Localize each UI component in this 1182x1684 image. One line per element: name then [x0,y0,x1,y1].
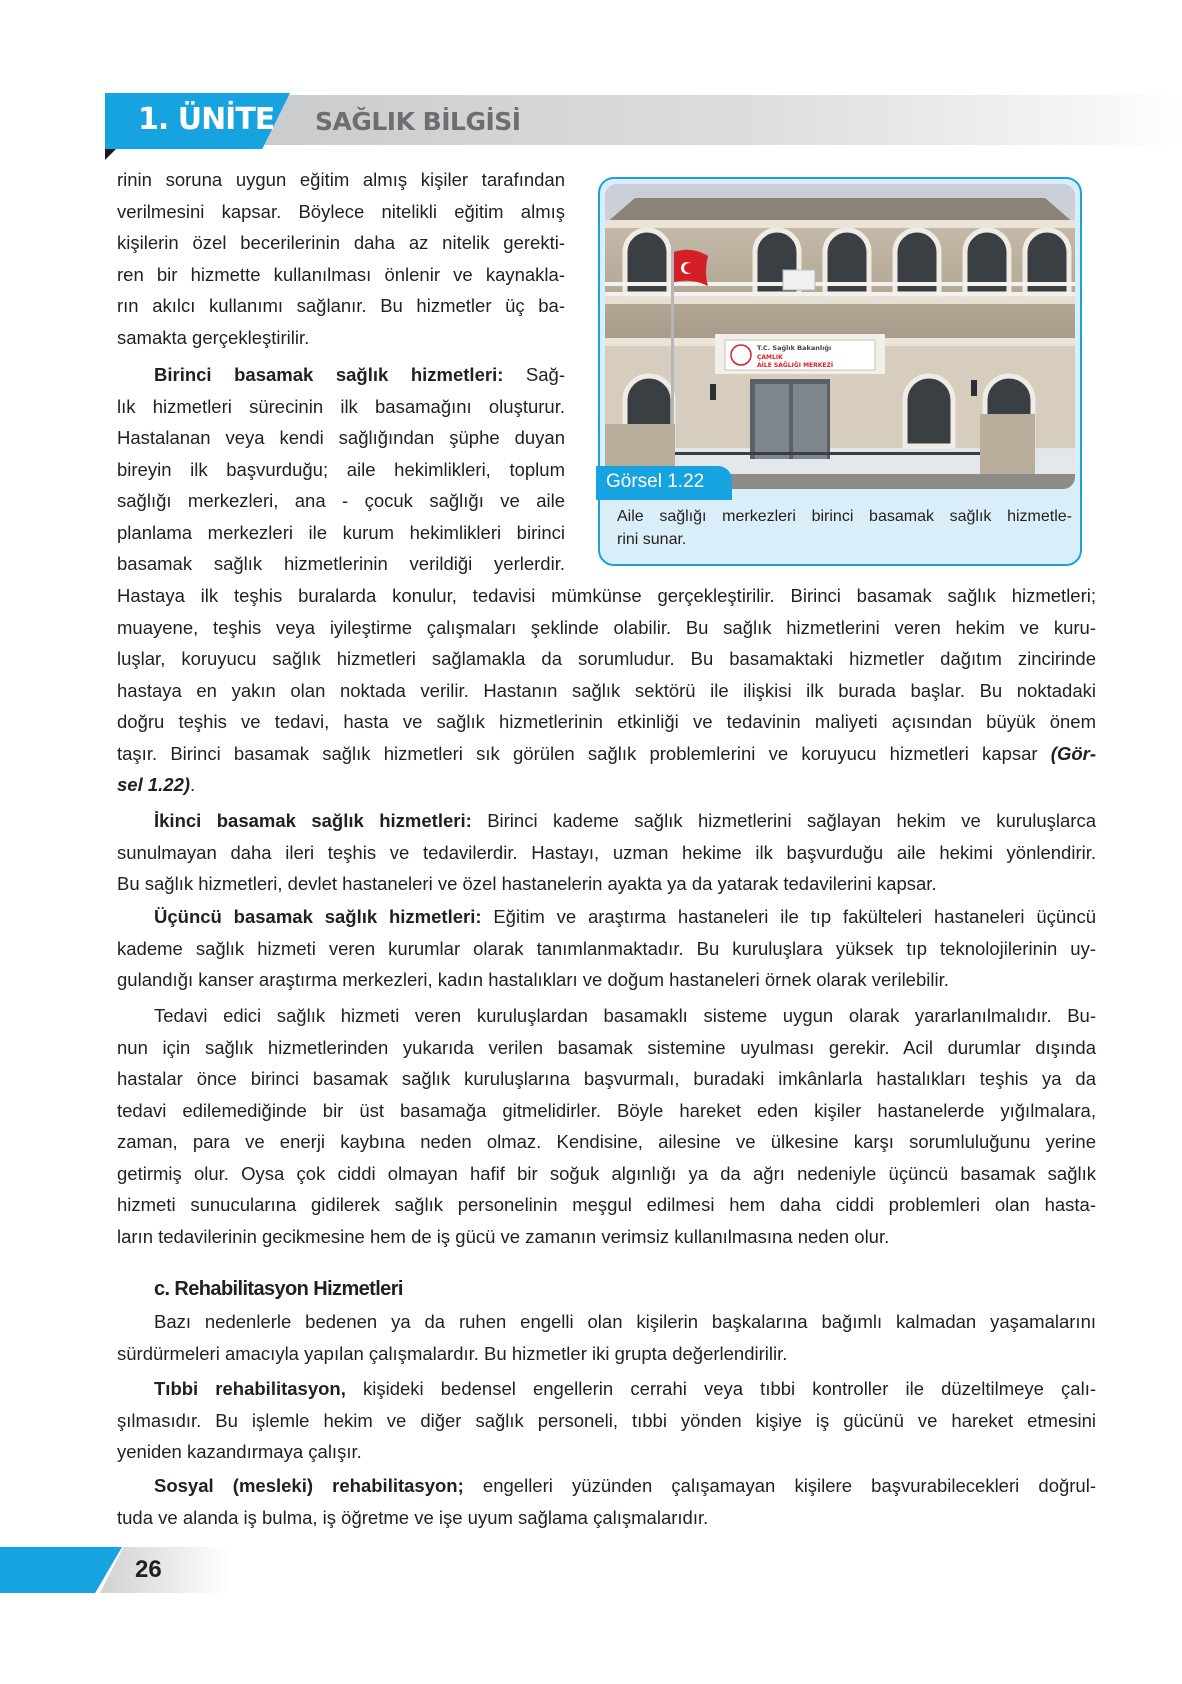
health-center-photo [605,184,1075,489]
birinci-paragraph: Birinci basamak sağlık hizmetleri: Sağ- lık hizmetleri sürecinin ilk basamağını oluşturur. Hastalanan veya kendi sağlığından şüphe duyan bireyin ilk başvurduğu; aile hekimlikleri, toplum sağlığı merkezleri, ana - çocuk sağlığı ve aile planlama merkezleri ile kurum hekimlikleri birinci basamak sağlık hizmetlerinin verildiği yerlerdir. [117,364,565,574]
birinci-heading: Birinci basamak sağlık hizmetleri: [154,364,504,385]
unit-label: 1. ÜNİTE [138,102,275,137]
sosyal-heading: Sosyal (mesleki) rehabilitasyon; [154,1475,464,1496]
figure-reference: (Gör- [1050,742,1096,764]
tibbi-heading: Tıbbi rehabilitasyon, [154,1378,346,1399]
ucuncu-heading: Üçüncü basamak sağlık hizmetleri: [154,906,482,927]
tedavi-paragraph: Tedavi edici sağlık hizmeti veren kuruluşlardan basamaklı sisteme uygun olarak yararlanılmalıdır. Bu- nun için sağlık hizmetlerinden yukarıda verilen basamak sistemine uyulması gerekir. Acil durumlar dışında hastalar önce birinci basamak sağlık kuruluşlarına başvurmalı, buradaki imkânlarla hastalıkları teşhis ya da tedavi edilemediğinde bir üst basamağa gitmelidirler. Böyle hareket eden kişiler hastanelerde yığılmalara, zaman, para ve enerji kaybına neden olmaz. Kendisine, ailesine ve ülkesine karşı sorumluluğunu yerine getirmiş olur. Oysa çok ciddi olmayan hafif bir soğuk algınlığı ya da ağrı nedeniyle üçüncü basamak sağlık hizmeti sunucularına gidilerek sağlık personelinin meşgul edilmesi hem daha ciddi problemleri olan hasta- ların tedavilerinin gecikmesine hem de iş gücü ve zamanın verimsiz kullanılmasına neden olur. [117,1005,1096,1247]
rehab-intro-paragraph: Bazı nedenlerle bedenen ya da ruhen engelli olan kişilerin başkalarına bağımlı kalmadan yaşamalarını sürdürmeleri amacıyla yapılan çalışmalardır. Bu hizmetler iki grupta değerlendirilir. [117,1311,1096,1364]
page-number: 26 [135,1556,162,1583]
ucuncu-paragraph: Üçüncü basamak sağlık hizmetleri: Eğitim ve araştırma hastaneleri ile tıp fakülteleri hastaneleri üçüncü kademe sağlık hizmeti veren kurumlar olarak tanımlanmaktadır. Bu kuruluşlara yüksek tıp teknolojilerinin uy- gulandığı kanser araştırma merkezleri, kadın hastalıkları ve doğum hastaneleri örnek olarak verilebilir. [117,906,1096,990]
ikinci-heading: İkinci basamak sağlık hizmetleri: [154,810,472,831]
unit-tab-corner [105,149,116,160]
intro-paragraph: rinin soruna uygun eğitim almış kişiler tarafından verilmesini kapsar. Böylece nitelikli eğitim almış kişilerin özel becerilerinin daha az nitelik gerekti- ren bir hizmette kullanılması önlenir ve kaynakla- rın akılcı kullanımı sağlanır. Bu hizmetler üç ba- samakta gerçekleştirilir. [117,169,565,348]
figure-caption: Aile sağlığı merkezleri birinci basamak sağlık hizmetle- rini sunar. [617,508,1072,548]
ikinci-paragraph: İkinci basamak sağlık hizmetleri: Birinci kademe sağlık hizmetlerini sağlayan hekim ve kuruluşlarca sunulmayan daha ileri teşhis ve tedavilerdir. Hastayı, uzman hekime ilk başvurduğu aile hekimi yönlendirir. Bu sağlık hizmetleri, devlet hastaneleri ve özel hastanelerin ayakta ya da yatarak tedavilerini kapsar. [117,810,1096,894]
tibbi-rehab-paragraph: Tıbbi rehabilitasyon, kişideki bedensel engellerin cerrahi veya tıbbi kontroller ile düzeltilmeye çalı- şılmasıdır. Bu işlemle hekim ve diğer sağlık personeli, tıbbi yönden kişiye iş gücünü ve hareket etmesini yeniden kazandırmaya çalışır. [117,1378,1096,1462]
figure-label: Görsel 1.22 [606,471,705,492]
sign-line-2: ÇAMLIK [757,354,783,361]
building-illustration [605,184,1075,489]
rehab-heading: c. Rehabilitasyon Hizmetleri [154,1278,403,1300]
birinci-paragraph-cont: Hastaya ilk teşhis buralarda konulur, tedavisi mümkünse gerçekleştirilir. Birinci basamak sağlık hizmetleri; muayene, teşhis veya iyileştirme çalışmaları şeklinde olabilir. Bu sağlık hizmetlerini veren hekim ve kuru- luşlar, koruyucu sağlık hizmetleri sağlamakla da sorumludur. Bu basamaktaki hizmetler dağıtım zincirinde hastaya en yakın olan noktada verilir. Hastanın sağlık sektörü ile ilişkisi ilk burada başlar. Bu noktadaki doğru teşhis ve tedavi, hasta ve sağlık hizmetlerinin etkinliği ve tedavinin maliyeti açısından büyük önem taşır. Birinci basamak sağlık hizmetleri sık görülen sağlık problemlerini ve koruyucu hizmetleri kapsar (Gör- sel 1.22). [117,585,1096,795]
sign-line-3: AİLE SAĞLIĞI MERKEZİ [757,362,834,369]
chapter-title: SAĞLIK BİLGİSİ [315,107,521,136]
sign-line-1: T.C. Sağlık Bakanlığı [757,344,832,352]
footer-band [100,1547,230,1593]
sosyal-rehab-paragraph: Sosyal (mesleki) rehabilitasyon; engelleri yüzünden çalışamayan kişilere başvurabilecekleri doğrul- tuda ve alanda iş bulma, iş öğretme ve işe uyum sağlama çalışmalarıdır. [117,1475,1096,1528]
